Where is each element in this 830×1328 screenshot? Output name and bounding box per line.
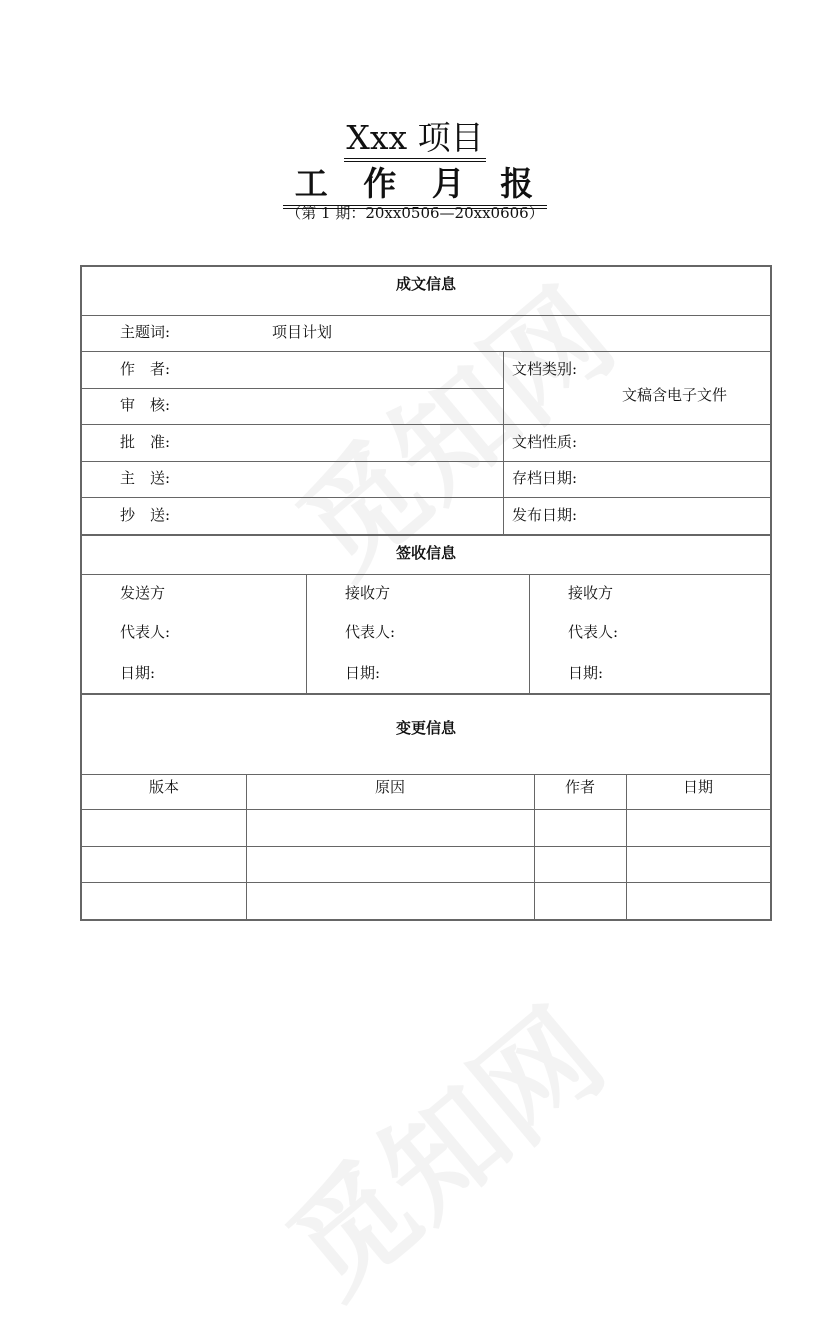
project-title: Xxx 项目 bbox=[0, 118, 830, 162]
row-divider bbox=[82, 315, 770, 316]
cc-label: 抄 送: bbox=[120, 506, 171, 524]
reviewer-label: 审 核: bbox=[120, 396, 171, 414]
keyword-value: 项目计划 bbox=[272, 323, 333, 341]
report-form-table bbox=[80, 265, 772, 921]
row-divider bbox=[82, 497, 770, 498]
column-header-date: 日期 bbox=[682, 778, 713, 796]
column-divider bbox=[529, 574, 530, 693]
approver-label: 批 准: bbox=[120, 433, 171, 451]
column-divider bbox=[503, 351, 504, 534]
sender-date-label: 日期: bbox=[120, 664, 156, 682]
doc-category-value: 文稿含电子文件 bbox=[622, 386, 728, 404]
section-title-receipt-info: 签收信息 bbox=[395, 544, 456, 562]
receiver-2-rep-label: 代表人: bbox=[568, 623, 619, 641]
send-to-label: 主 送: bbox=[120, 469, 171, 487]
row-divider bbox=[82, 574, 770, 575]
receiver-2-date-label: 日期: bbox=[568, 664, 604, 682]
row-divider bbox=[82, 846, 770, 847]
column-header-author: 作者 bbox=[564, 778, 595, 796]
receiver-1-date-label: 日期: bbox=[345, 664, 381, 682]
section-divider bbox=[82, 534, 770, 536]
column-header-reason: 原因 bbox=[374, 778, 405, 796]
column-header-version: 版本 bbox=[148, 778, 179, 796]
watermark-bottom bbox=[247, 964, 633, 1327]
report-period: （第 1 期：20xx0506—20xx0606） bbox=[286, 204, 544, 222]
row-divider bbox=[82, 809, 770, 810]
receiver-2-name: 接收方 bbox=[568, 584, 614, 602]
doc-category-label: 文档类别: bbox=[512, 360, 578, 378]
sender-rep-label: 代表人: bbox=[120, 623, 171, 641]
row-divider bbox=[82, 774, 770, 775]
section-divider bbox=[82, 693, 770, 695]
author-label: 作 者: bbox=[120, 360, 171, 378]
report-title: 工 作 月 报 bbox=[0, 163, 830, 209]
row-divider bbox=[82, 882, 770, 883]
keyword-label: 主题词: bbox=[120, 323, 171, 341]
publish-date-label: 发布日期: bbox=[512, 506, 578, 524]
row-divider bbox=[82, 351, 770, 352]
receiver-1-rep-label: 代表人: bbox=[345, 623, 396, 641]
column-divider bbox=[306, 574, 307, 693]
row-divider bbox=[82, 461, 770, 462]
row-divider bbox=[82, 388, 503, 389]
doc-nature-label: 文档性质: bbox=[512, 433, 578, 451]
sender-name: 发送方 bbox=[120, 584, 166, 602]
row-divider bbox=[82, 424, 770, 425]
section-title-doc-info: 成文信息 bbox=[395, 275, 456, 293]
section-title-change-info: 变更信息 bbox=[395, 719, 456, 737]
archive-date-label: 存档日期: bbox=[512, 469, 578, 487]
receiver-1-name: 接收方 bbox=[345, 584, 391, 602]
